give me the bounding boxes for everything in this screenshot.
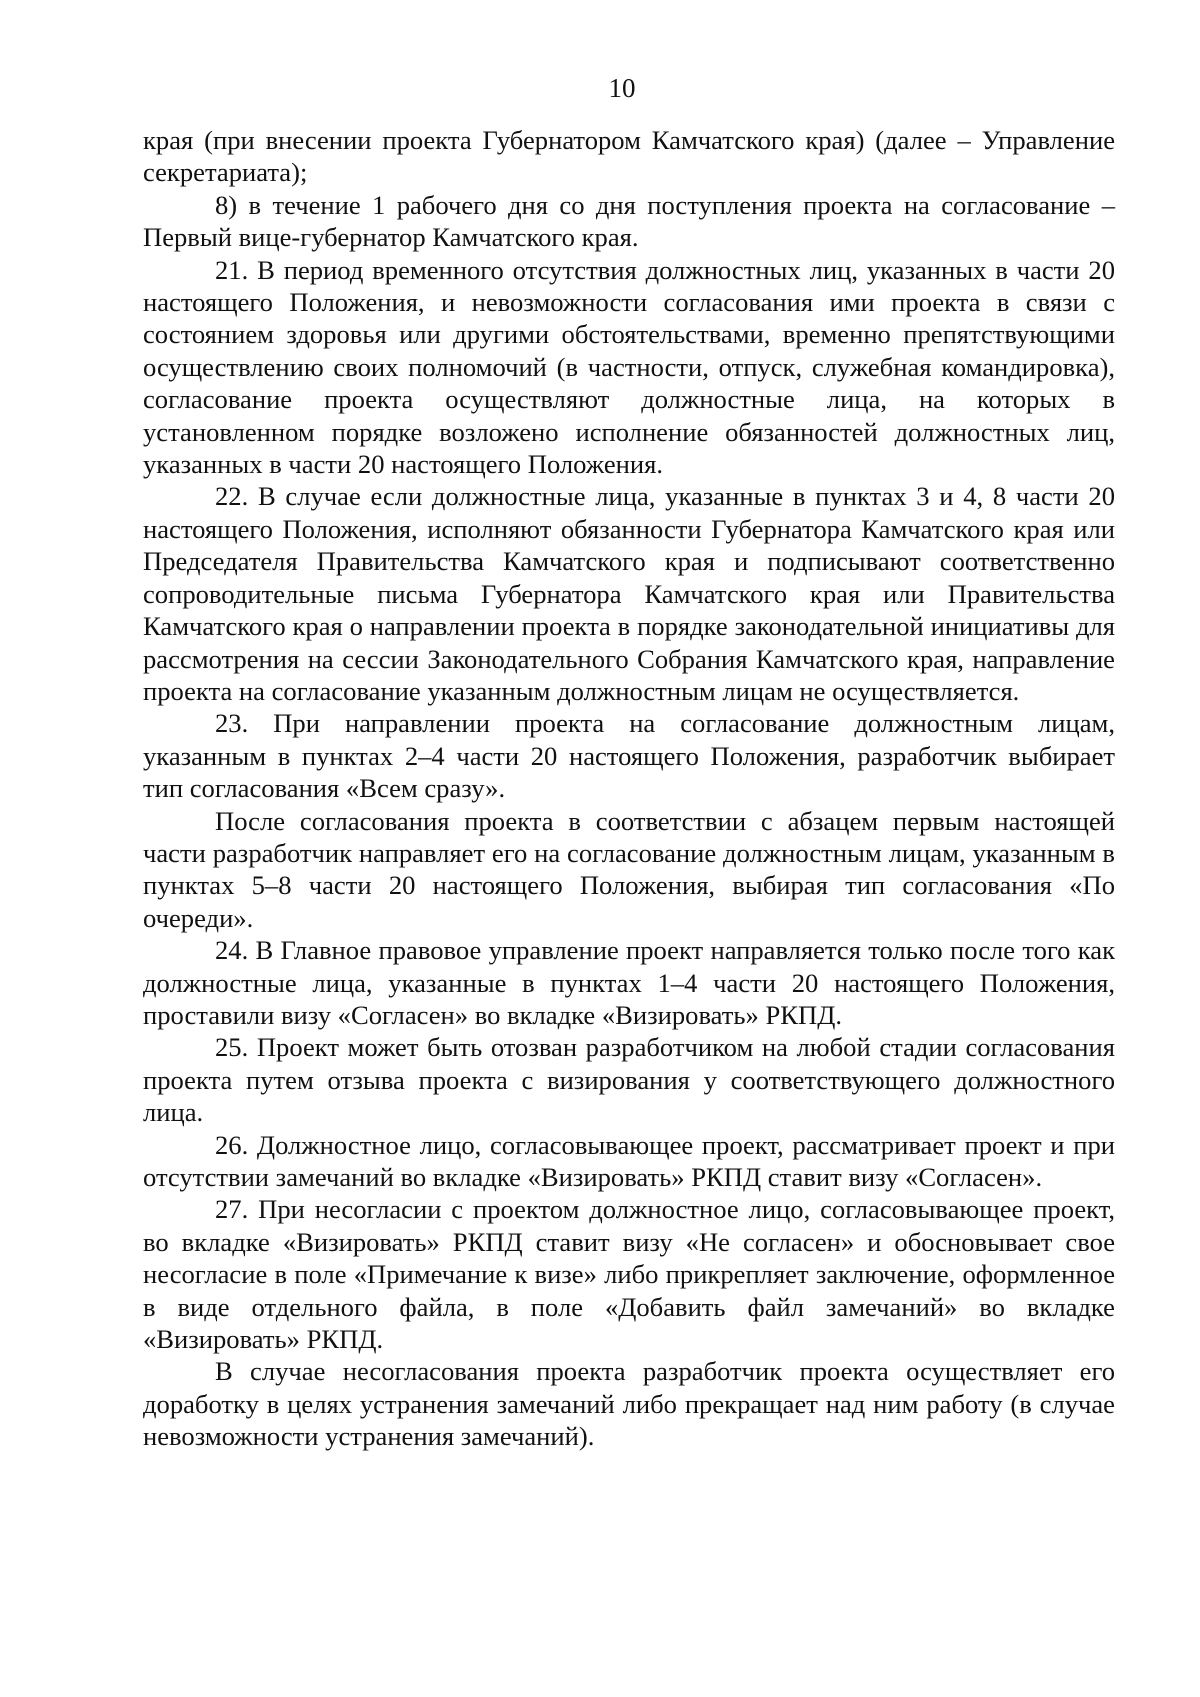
paragraph-11: В случае несогласования проекта разработчик проекта осуществляет его доработку в целях устранения замечаний либо прекращает над ним работу (в случае невозможности устранения замечаний). xyxy=(143,1356,1115,1452)
paragraph-1: края (при внесении проекта Губернатором Камчатского края) (далее – Управление секретариата); xyxy=(143,125,1115,188)
paragraph-4: 22. В случае если должностные лица, указанные в пунктах 3 и 4, 8 части 20 настоящего Положения, исполняют обязанности Губернатора Камчатского края или Председателя Правительства Камчатского края и подписывают соответственно сопроводительные письма Губернатора Камчатского края или Правительства Камчатского края о направлении проекта в порядке законодательной инициативы для рассмотрения на сессии Законодательного Собрания Камчатского края, направление проекта на согласование указанным должностным лицам не осуществляется. xyxy=(143,481,1115,706)
paragraph-7: 24. В Главное правовое управление проект направляется только после того как должностные лица, указанные в пунктах 1–4 части 20 настоящего Положения, проставили визу «Согласен» во вкладке «Визировать» РКПД. xyxy=(143,935,1115,1030)
paragraph-9: 26. Должностное лицо, согласовывающее проект, рассматривает проект и при отсутствии замечаний во вкладке «Визировать» РКПД ставит визу «Согласен». xyxy=(143,1129,1115,1192)
paragraph-3: 21. В период временного отсутствия должностных лиц, указанных в части 20 настоящего Положения, и невозможности согласования ими проекта в связи с состоянием здоровья или другими обстоятельствами, временно препятствующими осуществлению своих полномочий (в частности, отпуск, служебная командировка), согласование проекта осуществляют должностные лица, на которых в установленном порядке возложено исполнение обязанностей должностных лиц, указанных в части 20 настоящего Положения. xyxy=(143,254,1115,480)
paragraph-6: После согласования проекта в соответствии с абзацем первым настоящей части разработчик направляет его на согласование должностным лицам, указанным в пунктах 5–8 части 20 настоящего Положения, выбирая тип согласования «По очереди». xyxy=(143,805,1115,933)
paragraph-8: 25. Проект может быть отозван разработчиком на любой стадии согласования проекта путем отзыва проекта с визирования у соответствующего должностного лица. xyxy=(143,1032,1115,1128)
document-body xyxy=(143,124,1115,1453)
page-number: 10 xyxy=(608,73,636,103)
paragraph-2: 8) в течение 1 рабочего дня со дня поступления проекта на согласование – Первый вице-губернатор Камчатского края. xyxy=(143,189,1115,253)
paragraph-5: 23. При направлении проекта на согласование должностным лицам, указанным в пунктах 2–4 части 20 настоящего Положения, разработчик выбирает тип согласования «Всем сразу». xyxy=(143,708,1115,804)
paragraph-10: 27. При несогласии с проектом должностное лицо, согласовывающее проект, во вкладке «Визировать» РКПД ставит визу «Не согласен» и обосновывает свое несогласие в поле «Примечание к визе» либо прикрепляет заключение, оформленное в виде отдельного файла, в поле «Добавить файл замечаний» во вкладке «Визировать» РКПД. xyxy=(143,1194,1115,1355)
